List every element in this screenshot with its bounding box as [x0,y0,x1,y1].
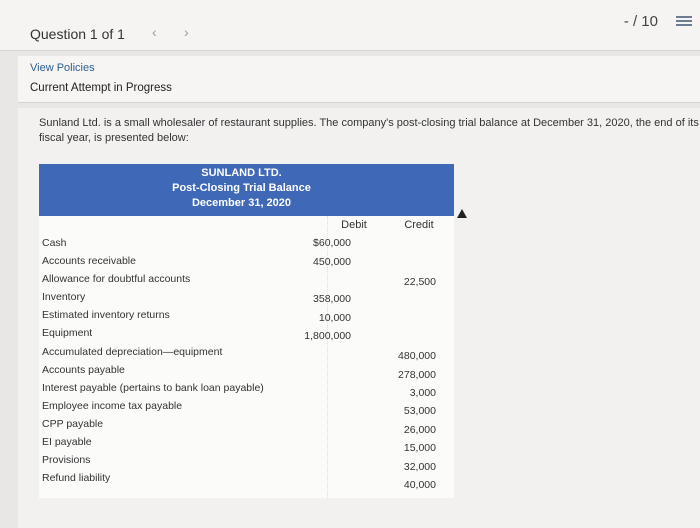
credit-amount: 15,000 [403,442,436,454]
trial-balance-header [39,164,454,216]
company-name: SUNLAND LTD. [201,167,282,179]
account-name: Provisions [42,454,91,466]
trial-balance-table [39,216,454,498]
account-name: Estimated inventory returns [42,309,170,321]
question-counter: Question 1 of 1 [30,26,125,42]
problem-intro: Sunland Ltd. is a small wholesaler of restaurant supplies. The company's post-closing trial balance at December 31, 2020, the end of its fiscal year, is presented below: [39,117,699,144]
view-policies-link[interactable]: View Policies [30,62,95,74]
credit-amount: 278,000 [398,369,436,381]
list-icon[interactable] [676,14,692,28]
attempt-panel [18,56,700,103]
account-name: Refund liability [42,472,111,484]
account-name: Interest payable (pertains to bank loan payable) [42,382,264,394]
account-name: Accounts receivable [42,255,136,267]
attempt-status: Current Attempt in Progress [30,82,172,94]
credit-amount: 26,000 [403,424,436,436]
credit-amount: 480,000 [398,350,436,362]
account-name: CPP payable [42,418,104,430]
chevron-left-icon[interactable]: ‹ [152,24,157,40]
account-name: Equipment [42,327,93,339]
debit-amount: $60,000 [313,237,351,249]
account-name: Accounts payable [42,364,125,376]
credit-amount: 32,000 [403,461,436,473]
account-name: Accumulated depreciation—equipment [42,346,223,358]
debit-amount: 358,000 [313,293,351,305]
top-bar [0,0,700,51]
credit-amount: 40,000 [403,479,436,491]
score-display: - / 10 [623,13,658,30]
debit-header: Debit [341,219,367,231]
account-name: Cash [42,237,67,249]
statement-date: December 31, 2020 [191,197,292,209]
account-name: Allowance for doubtful accounts [42,273,191,285]
account-name: EI payable [42,436,92,448]
credit-amount: 3,000 [409,387,436,399]
chevron-right-icon[interactable]: › [184,24,189,40]
mouse-cursor-icon [457,209,467,218]
question-content [18,108,700,528]
debit-amount: 450,000 [313,256,351,268]
credit-amount: 53,000 [403,405,436,417]
statement-title: Post-Closing Trial Balance [172,182,311,194]
debit-amount: 1,800,000 [304,330,351,342]
debit-amount: 10,000 [318,312,351,324]
credit-header: Credit [404,219,434,231]
account-name: Inventory [42,291,86,303]
credit-amount: 22,500 [403,276,436,288]
account-name: Employee income tax payable [42,400,183,412]
